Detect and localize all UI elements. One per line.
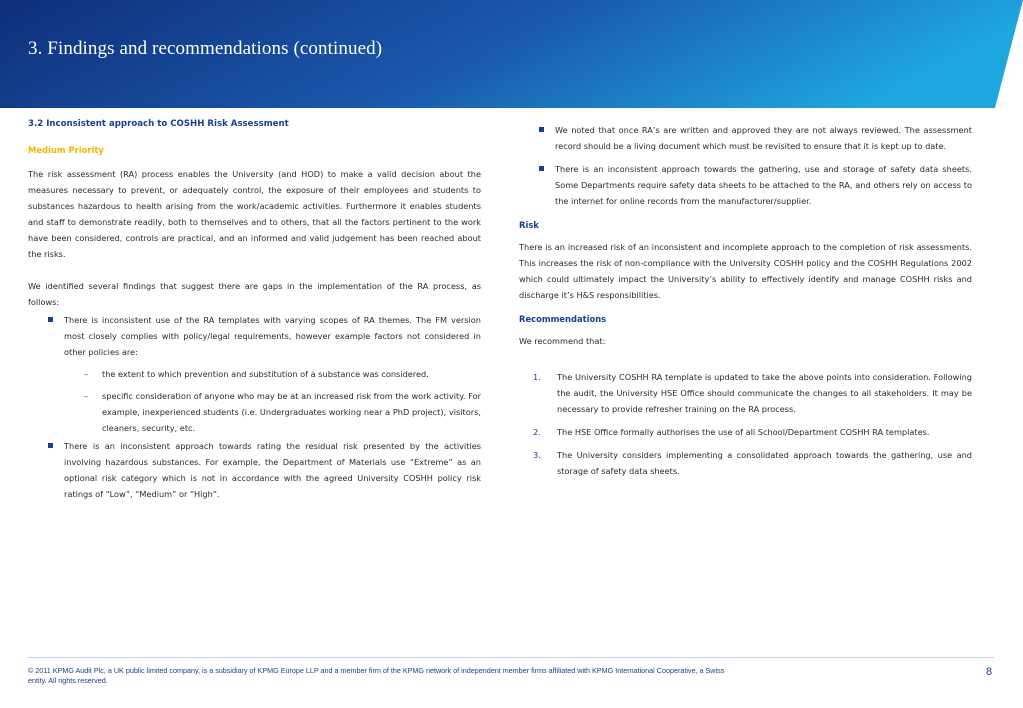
recommendation-text: The University COSHH RA template is updated to take the above points into consideration. Following the audit, the University HSE Office should communicate the changes to all stakeholders. It may be necessary to provide refresher training on the RA process. [557,372,972,414]
risk-heading: Risk [519,220,539,230]
finding-text: There is inconsistent use of the RA templates with varying scopes of RA themes. The FM version most closely complies with policy/legal requirements, however example factors not considered in other policies are: [64,315,481,357]
findings-intro: We identified several findings that suggest there are gaps in the implementation of the RA process, as follows: [28,281,481,307]
footer-copyright: © 2011 KPMG Audit Plc, a UK public limited company, is a subsidiary of KPMG Europe LLP and a member firm of the KPMG network of independent member firms affiliated with KPMG International Cooperative, a Swiss entity. All rights reserved. [28,666,725,685]
dash-bullet-icon: – [84,391,89,401]
list-item [28,366,481,382]
list-item [519,161,972,209]
recommendation-text: The HSE Office formally authorises the use of all School/Department COSHH RA templates. [557,427,930,437]
sub-findings-list [28,366,481,436]
recommendations-list [519,369,972,479]
finding-text: There is an inconsistent approach towards the gathering, use and storage of safety data sheets. Some Departments require safety data sheets to be attached to the RA, and others rely on access to the internet for online records from the manufacturer/supplier. [555,164,972,206]
finding-text: We noted that once RA’s are written and approved they are not always reviewed. The assessment record should be a living document which must be revisited to ensure that it is kept up to date. [555,125,972,151]
list-item [28,388,481,436]
right-column [519,122,972,479]
square-bullet-icon [539,166,544,171]
list-number: 2. [533,427,541,437]
findings-list [28,312,481,360]
sub-finding-text: specific consideration of anyone who may be at an increased risk from the work activity. For example, inexperienced students (i.e. Undergraduates working near a PhD project), visitors, cleaners, security, etc. [102,391,481,433]
priority-label: Medium Priority [28,145,104,155]
risk-paragraph: There is an increased risk of an inconsistent and incomplete approach to the completion of risk assessments. This increases the risk of non-compliance with the University COSHH policy and the COSHH Regulations 2002 which could ultimately impact the University’s ability to effectively identify and manage COSHH risks and discharge it’s H&S responsibilities. [519,242,972,300]
page-number: 8 [986,666,993,678]
recommendations-heading: Recommendations [519,314,607,324]
sub-finding-text: the extent to which prevention and substitution of a substance was considered. [102,369,429,379]
square-bullet-icon [48,443,53,448]
findings-list-right [519,122,972,209]
square-bullet-icon [48,317,53,322]
list-item [28,312,481,360]
footer-divider [28,657,994,658]
left-column [28,116,481,502]
recommendation-text: The University considers implementing a consolidated approach towards the gathering, use and storage of safety data sheets. [557,450,972,476]
recommend-intro: We recommend that: [519,336,606,346]
list-item [519,122,972,154]
list-item [519,424,972,440]
page-title: 3. Findings and recommendations (continued) [28,38,383,59]
intro-paragraph: The risk assessment (RA) process enables the University (and HOD) to make a valid decision about the measures necessary to prevent, or adequately control, the exposure of their employees and students to substances hazardous to health arising from the work/academic activities. Furthermore it enables students and staff to demonstrate readily, both to themselves and to others, that all the factors pertinent to the work have been considered, controls are practical, and an informed and valid judgement has been reached about the risks. [28,169,481,259]
square-bullet-icon [539,127,544,132]
list-item [519,447,972,479]
list-item [28,438,481,502]
list-number: 1. [533,372,541,382]
section-title: 3.2 Inconsistent approach to COSHH Risk Assessment [28,119,289,129]
finding-text: There is an inconsistent approach towards rating the residual risk presented by the activities involving hazardous substances. For example, the Department of Materials use “Extreme” as an optional risk category which is not in accordance with the agreed University COSHH policy risk ratings of “Low”, “Medium” or “High”. [64,441,481,499]
list-number: 3. [533,450,541,460]
list-item [519,369,972,417]
findings-list-continued [28,438,481,502]
dash-bullet-icon: – [84,369,89,379]
header-banner [0,0,1023,108]
